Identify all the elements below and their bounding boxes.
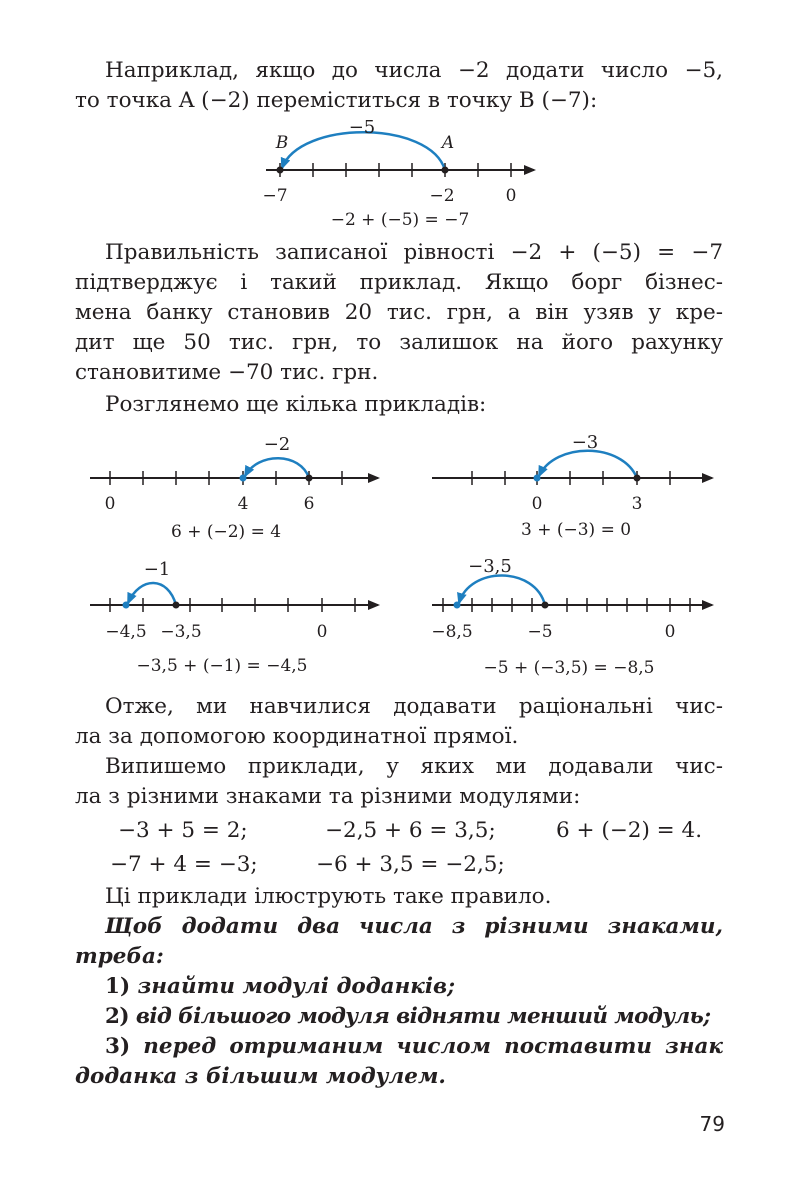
point-a-dot (442, 167, 449, 174)
ex4-tick-0: 0 (664, 622, 676, 642)
ex4-equation: −5 + (−3,5) = −8,5 (483, 658, 655, 678)
ex4-tick-b: −5 (527, 622, 553, 642)
ex3-tick-a: −4,5 (105, 622, 147, 642)
ex1-tick-6: 6 (303, 494, 315, 514)
ex3-arc-label: −1 (143, 559, 171, 580)
rule-step-1-num: 1) (105, 974, 131, 999)
equation-5: −6 + 3,5 = −2,5; (316, 852, 505, 877)
check-line-1: Правильність записаної рівності −2 + (−5) = −7 (105, 240, 723, 265)
equation-4: −7 + 4 = −3; (110, 852, 258, 877)
main-number-line (0, 110, 793, 240)
tick-label-neg2: −2 (429, 186, 455, 206)
example-1 (90, 434, 378, 542)
ex1-tick-4: 4 (237, 494, 249, 514)
equation-3: 6 + (−2) = 4. (556, 818, 703, 843)
rule-step-1-text: знайти модулі доданків; (137, 974, 456, 999)
intro-line-2: то точка A (−2) переміститься в точку B (−7): (75, 88, 598, 113)
ex2-tick-0: 0 (531, 494, 543, 514)
point-a-label: A (441, 133, 455, 153)
ex1-arc-label: −2 (263, 434, 291, 455)
writeout-line-2: ла з різними знаками та різними модулями: (75, 784, 581, 809)
ex1-tick-0: 0 (104, 494, 116, 514)
check-line-4: дит ще 50 тис. грн, то залишок на його рахунку (75, 330, 723, 355)
check-line-2: підтверджує і такий приклад. Якщо борг бізнес- (75, 270, 723, 295)
ex4-arc-label: −3,5 (468, 556, 512, 577)
rule-step-2-num: 2) (105, 1004, 129, 1029)
illustrate-line: Ці приклади ілюструють таке правило. (105, 884, 552, 909)
writeout-line-1: Випишемо приклади, у яких ми додавали чис- (105, 754, 723, 779)
tick-label-neg7: −7 (262, 186, 288, 206)
point-b-label: B (275, 133, 289, 153)
rule-step-3-num: 3) (105, 1034, 131, 1059)
point-b-dot (277, 167, 284, 174)
page-number: 79 (699, 1112, 725, 1136)
equation-1: −3 + 5 = 2; (118, 818, 248, 843)
example-2 (432, 432, 712, 540)
ex4-tick-a: −8,5 (431, 622, 473, 642)
ex3-tick-b: −3,5 (160, 622, 202, 642)
ex2-tick-3: 3 (631, 494, 643, 514)
summary-line-2: ла за допомогою координатної прямої. (75, 724, 519, 749)
example-3 (90, 559, 378, 676)
rule-intro-line-2: треба: (75, 944, 164, 969)
rule-step-3 (75, 1032, 723, 1062)
ex2-arc-label: −3 (571, 432, 599, 453)
rule-step-2 (75, 1002, 723, 1032)
arc-label: −5 (348, 117, 376, 138)
rule-step-1 (75, 972, 723, 1002)
example-diagrams (0, 425, 793, 690)
tick-label-zero: 0 (505, 186, 517, 206)
diagram-equation: −2 + (−5) = −7 (330, 210, 470, 230)
rule-step-2-text: від більшого модуля відняти менший модуль; (135, 1004, 711, 1029)
example-4 (431, 556, 712, 678)
more-examples-line: Розглянемо ще кілька прикладів: (105, 392, 487, 417)
check-line-3: мена банку становив 20 тис. грн, а він узяв у кре- (75, 300, 723, 325)
ex1-equation: 6 + (−2) = 4 (170, 522, 282, 542)
summary-line-1: Отже, ми навчилися додавати раціональні чис- (105, 694, 723, 719)
rule-intro-line-1: Щоб додати два числа з різними знаками, (105, 914, 723, 939)
intro-line-1: Наприклад, якщо до числа −2 додати число −5, (105, 58, 723, 83)
rule-step-3-line-1: перед отриманим числом поставити знак (143, 1034, 723, 1059)
check-line-5: становитиме −70 тис. грн. (75, 360, 379, 385)
ex3-equation: −3,5 + (−1) = −4,5 (136, 656, 308, 676)
ex2-equation: 3 + (−3) = 0 (520, 520, 632, 540)
equation-2: −2,5 + 6 = 3,5; (325, 818, 496, 843)
ex3-tick-0: 0 (316, 622, 328, 642)
rule-step-3-line-2: доданка з більшим модулем. (75, 1064, 446, 1089)
